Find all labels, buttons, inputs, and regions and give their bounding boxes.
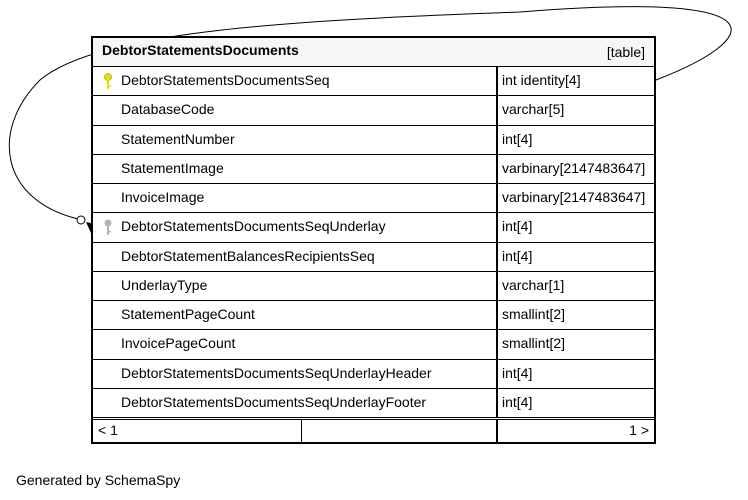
column-type: varbinary[2147483647] (502, 159, 646, 176)
table-name[interactable]: DebtorStatementsDocuments (102, 42, 299, 58)
zero-cardinality-marker (77, 216, 85, 224)
column-name: DebtorStatementBalancesRecipientsSeq (121, 247, 375, 264)
column-type: int[4] (502, 130, 533, 147)
table-row[interactable] (93, 243, 654, 272)
column-name: DebtorStatementsDocumentsSeqUnderlay (121, 218, 386, 235)
column-name: InvoicePageCount (121, 335, 236, 352)
column-name: InvoiceImage (121, 189, 205, 205)
column-name-cell (93, 67, 498, 95)
foreign-key-icon (103, 219, 113, 236)
column-type: varchar[1] (502, 276, 565, 293)
footer-left-cell (93, 420, 302, 442)
column-type: int[4] (502, 393, 533, 410)
table-row[interactable] (93, 155, 654, 184)
primary-key-icon (103, 73, 113, 90)
footer-left-link[interactable]: < 1 (98, 422, 118, 438)
table-header (93, 38, 654, 67)
table-row[interactable] (93, 184, 654, 213)
table-kind-label: [table] (606, 44, 645, 60)
column-type: int[4] (502, 247, 533, 264)
column-name: DebtorStatementsDocumentsSeq (121, 72, 330, 88)
column-name-cell (93, 301, 498, 329)
column-name-cell (93, 213, 498, 241)
column-name: DatabaseCode (121, 101, 215, 118)
table-row[interactable] (93, 389, 654, 418)
column-name: DebtorStatementsDocumentsSeqUnderlayFooter (121, 393, 427, 410)
table-row[interactable] (93, 330, 654, 359)
column-name-cell (93, 389, 498, 417)
column-name-cell (93, 330, 498, 358)
footer-right-link[interactable]: 1 > (629, 422, 649, 438)
debtor-statements-documents-table (91, 36, 656, 444)
table-row[interactable] (93, 360, 654, 389)
column-name-cell (93, 360, 498, 388)
table-row[interactable] (93, 96, 654, 125)
table-row[interactable] (93, 301, 654, 330)
table-row[interactable] (93, 126, 654, 155)
column-name-cell (93, 126, 498, 154)
column-type: smallint[2] (502, 335, 566, 352)
column-type: varchar[5] (502, 101, 565, 118)
column-type: int[4] (502, 364, 533, 381)
column-name: StatementPageCount (121, 306, 255, 322)
column-name-cell (93, 155, 498, 183)
column-type: int identity[4] (502, 72, 581, 88)
column-type: varbinary[2147483647] (502, 189, 646, 205)
table-footer (93, 419, 654, 442)
footer-middle-cell (302, 420, 498, 442)
generated-by-credit: Generated by SchemaSpy (16, 472, 181, 488)
column-list (93, 67, 654, 418)
column-name-cell (93, 243, 498, 271)
column-name: StatementImage (121, 159, 224, 176)
column-name-cell (93, 96, 498, 124)
column-type: int[4] (502, 218, 533, 235)
table-row[interactable] (93, 272, 654, 301)
column-name-cell (93, 184, 498, 212)
table-row[interactable] (93, 213, 654, 242)
table-row[interactable] (93, 67, 654, 96)
column-name-cell (93, 272, 498, 300)
column-name: DebtorStatementsDocumentsSeqUnderlayHeader (121, 364, 432, 381)
column-name: StatementNumber (121, 130, 235, 147)
column-type: smallint[2] (502, 306, 566, 322)
column-name: UnderlayType (121, 276, 208, 293)
